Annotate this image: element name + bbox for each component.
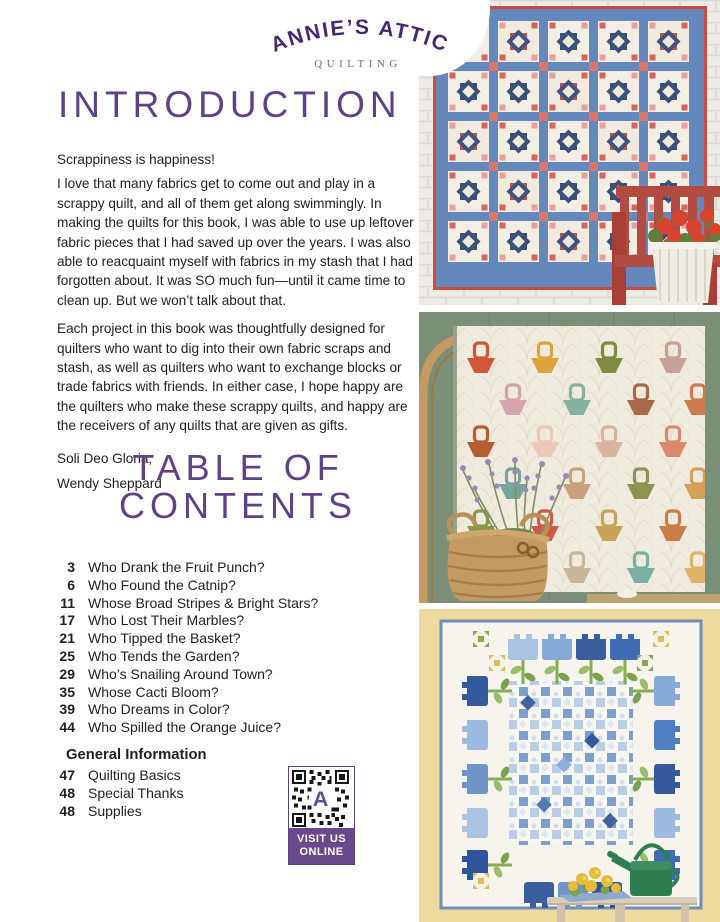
- toc-page-number: 29: [59, 665, 75, 682]
- photo-basket-quilt: [419, 312, 720, 603]
- toc-page-number: 17: [59, 612, 75, 629]
- toc-page-number: 47: [59, 766, 75, 783]
- qr-banner: [289, 828, 354, 864]
- toc-entry: [53, 577, 403, 595]
- basket-quilt-illustration: [419, 312, 720, 603]
- toc-entry: [53, 701, 403, 719]
- toc-entry: [53, 684, 403, 702]
- intro-lead: Scrappiness is happiness!: [57, 152, 215, 167]
- toc-title: Whose Cacti Bloom?: [88, 683, 219, 700]
- intro-author: Wendy Sheppard: [57, 476, 162, 492]
- toc-page-number: 44: [59, 719, 75, 736]
- qr-banner-line1: VISIT US: [296, 833, 347, 845]
- toc-title: Who Drank the Fruit Punch?: [88, 559, 265, 575]
- toc-heading-line2: CONTENTS: [119, 485, 357, 526]
- qr-banner-line2: ONLINE: [299, 845, 344, 858]
- toc-entry: [53, 559, 403, 577]
- toc-page-number: 35: [59, 683, 75, 700]
- qr-code-icon: [292, 770, 349, 827]
- general-information-heading: General Information: [66, 746, 207, 763]
- geranium-basket: [648, 209, 720, 303]
- toc-page-number: 25: [59, 647, 75, 664]
- brand-logo: [252, 6, 468, 72]
- intro-paragraph-1: I love that many fabrics get to come out and play in a scrappy quilt, and all of them get along swimmingly. In making the quilts for this book, I was able to use up leftover fabric pieces that I had saved up over the years. I was also able to reacquaint myself with fabrics in my stash that I had forgotten about. It was SO much fun—until it came time to clean up. But we won’t talk about that.: [57, 176, 414, 308]
- toc-entry: [53, 666, 403, 684]
- toc-entry: [53, 612, 403, 630]
- toc-title: Who’s Snailing Around Town?: [88, 665, 273, 682]
- intro-heading: INTRODUCTION: [58, 84, 402, 125]
- svg-text:ANNIE’S ATTIC: [268, 16, 453, 57]
- qr-monogram: A: [312, 786, 329, 812]
- toc-page-number: 48: [59, 802, 75, 819]
- toc-entry: [53, 595, 403, 613]
- qr-badge: [288, 766, 355, 865]
- intro-signoff: Soli Deo Gloria,: [57, 450, 153, 466]
- toc-page-number: 39: [59, 701, 75, 718]
- toc-title: Special Thanks: [88, 784, 184, 801]
- toc-entry: [53, 648, 403, 666]
- toc-title: Who Found the Catnip?: [88, 576, 236, 593]
- brand-name: ANNIE’S ATTIC: [267, 15, 453, 57]
- toc-title: Who Tends the Garden?: [88, 647, 240, 664]
- toc-title: Who Spilled the Orange Juice?: [88, 719, 281, 736]
- toc-title: Quilting Basics: [88, 766, 181, 783]
- toc-title: Who Dreams in Color?: [88, 701, 230, 718]
- toc-page-number: 6: [67, 576, 75, 593]
- toc-entry: [53, 719, 403, 737]
- toc-entry: [53, 630, 403, 648]
- toc-page-number: 3: [67, 559, 75, 575]
- photo-tulip-quilt: [419, 609, 720, 922]
- toc-page-number: 11: [60, 594, 75, 611]
- tulip-quilt-illustration: [419, 609, 720, 922]
- brand-tagline: QUILTING: [314, 58, 402, 70]
- toc-title: Who Lost Their Marbles?: [88, 612, 245, 629]
- toc-page-number: 21: [59, 630, 75, 647]
- toc-title: Supplies: [88, 802, 142, 819]
- toc-title: Who Tipped the Basket?: [88, 630, 241, 647]
- toc-page-number: 48: [59, 784, 75, 801]
- qr-code: [289, 767, 354, 828]
- toc-heading: [58, 449, 418, 525]
- toc-heading-line1: TABLE OF: [132, 447, 344, 488]
- intro-paragraph-2: Each project in this book was thoughtfully designed for quilters who want to dig into their own fabric scraps and stash, as well as quilters who want to exchange blocks or trade fabrics with friends. In either case, I hope happy are the quilters who make these scrappy quilts, and happy are the receivers of any quilts that are given as gifts.: [57, 321, 408, 434]
- toc-title: Whose Broad Stripes & Bright Stars?: [88, 594, 319, 611]
